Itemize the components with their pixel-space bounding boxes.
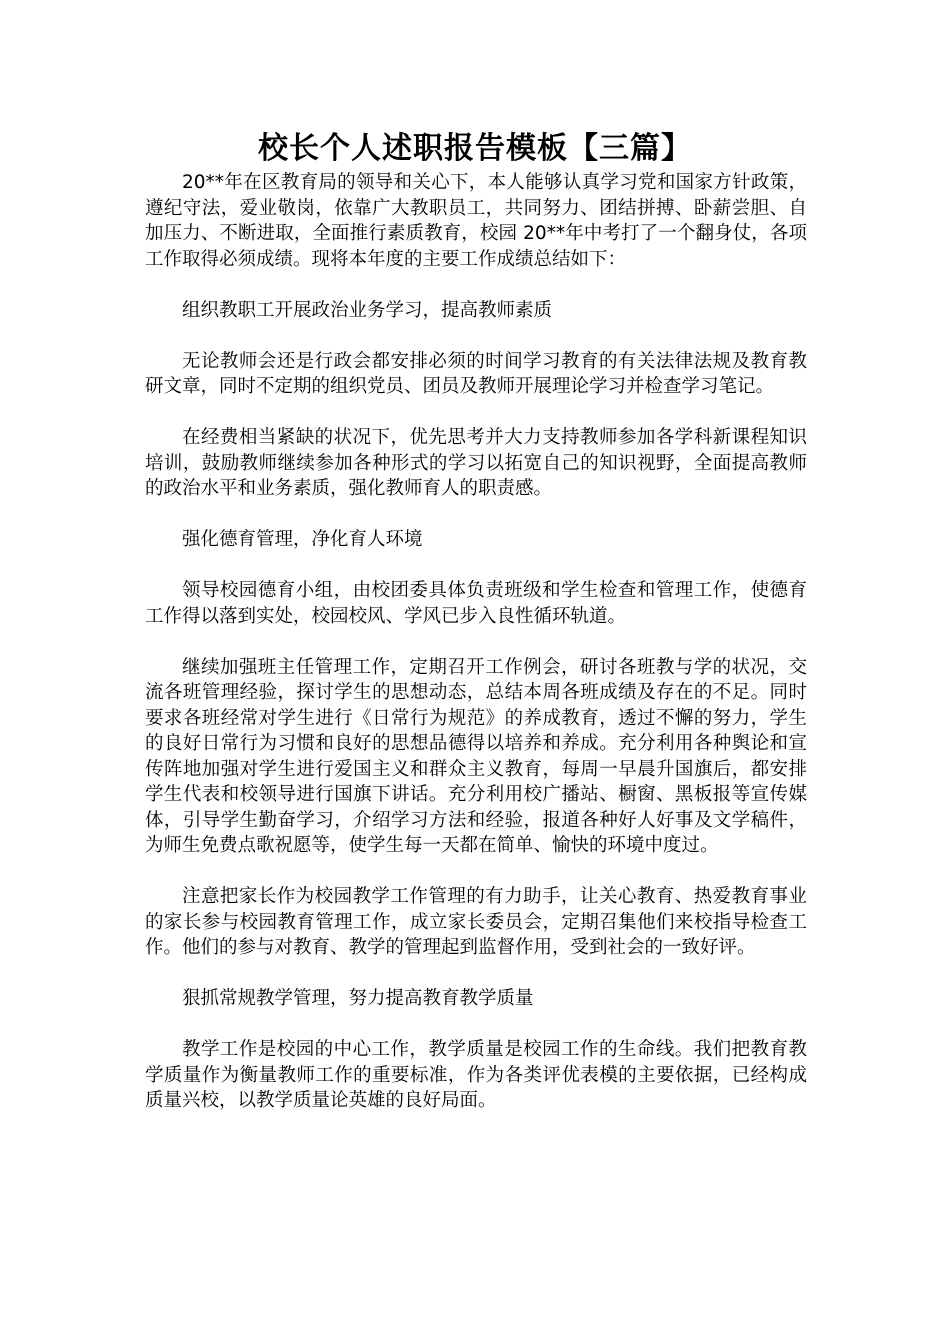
document-title: 校长个人述职报告模板【三篇】: [258, 131, 692, 166]
paragraph-gap: [145, 400, 807, 426]
paragraph-gap: [145, 961, 807, 987]
document-page: [145, 128, 807, 1114]
paragraph-parents: 注意把家长作为校园教学工作管理的有力助手，让关心教育、热爱教育事业的家长参与校园教育管理工作，成立家长委员会，定期召集他们来校指导检查工作。他们的参与对教育、教学的管理起到监督作用，受到社会的一致好评。: [145, 886, 807, 958]
paragraph-gap: [145, 323, 807, 349]
paragraph-gap: [145, 1012, 807, 1038]
paragraph-gap: [145, 629, 807, 655]
paragraph-moral-group: 领导校园德育小组，由校团委具体负责班级和学生检查和管理工作，使德育工作得以落到实处，校园校风、学风已步入良性循环轨道。: [145, 580, 807, 627]
paragraph-intro: 20**年在区教育局的领导和关心下，本人能够认真学习党和国家方针政策，遵纪守法，爱业敬岗，依靠广大教职员工，共同努力、团结拼搏、卧薪尝胆、自加压力、不断进取，全面推行素质教育，校园 20**年中考打了一个翻身仗，各项工作取得必须成绩。现将本年度的主要工作成绩总结如下：: [145, 172, 807, 270]
section-heading-teacher-quality: 组织教职工开展政治业务学习，提高教师素质: [182, 299, 553, 321]
paragraph-gap: [145, 859, 807, 885]
section-heading-teaching-quality: 狠抓常规教学管理，努力提高教育教学质量: [182, 988, 534, 1009]
paragraph-gap: [145, 502, 807, 528]
paragraph-teaching-center: 教学工作是校园的中心工作，教学质量是校园工作的生命线。我们把教育教学质量作为衡量教师工作的重要标准，作为各类评优表模的主要依据，已经构成质量兴校，以教学质量论英雄的良好局面。: [145, 1039, 807, 1111]
paragraph-gap: [145, 553, 807, 579]
paragraph-gap: [145, 272, 807, 298]
paragraph-class-management: 继续加强班主任管理工作，定期召开工作例会，研讨各班教与学的状况，交流各班管理经验，探讨学生的思想动态，总结本周各班成绩及存在的不足。同时要求各班经常对学生进行《日常行为规范》的养成教育，透过不懈的努力，学生的良好日常行为习惯和良好的思想品德得以培养和养成。充分利用各种舆论和宣传阵地加强对学生进行爱国主义和群众主义教育，每周一早晨升国旗后，都安排学生代表和校领导进行国旗下讲话。充分利用校广播站、橱窗、黑板报等宣传媒体，引导学生勤奋学习，介绍学习方法和经验，报道各种好人好事及文学稿件，为师生免费点歌祝愿等，使学生每一天都在简单、愉快的环境中度过。: [145, 656, 807, 856]
paragraph-study: 无论教师会还是行政会都安排必须的时间学习教育的有关法律法规及教育教研文章，同时不定期的组织党员、团员及教师开展理论学习并检查学习笔记。: [145, 350, 807, 397]
section-heading-moral-education: 强化德育管理，净化育人环境: [182, 529, 423, 550]
paragraph-training: 在经费相当紧缺的状况下，优先思考并大力支持教师参加各学科新课程知识培训，鼓励教师继续参加各种形式的学习以拓宽自己的知识视野，全面提高教师的政治水平和业务素质，强化教师育人的职责感。: [145, 427, 807, 499]
